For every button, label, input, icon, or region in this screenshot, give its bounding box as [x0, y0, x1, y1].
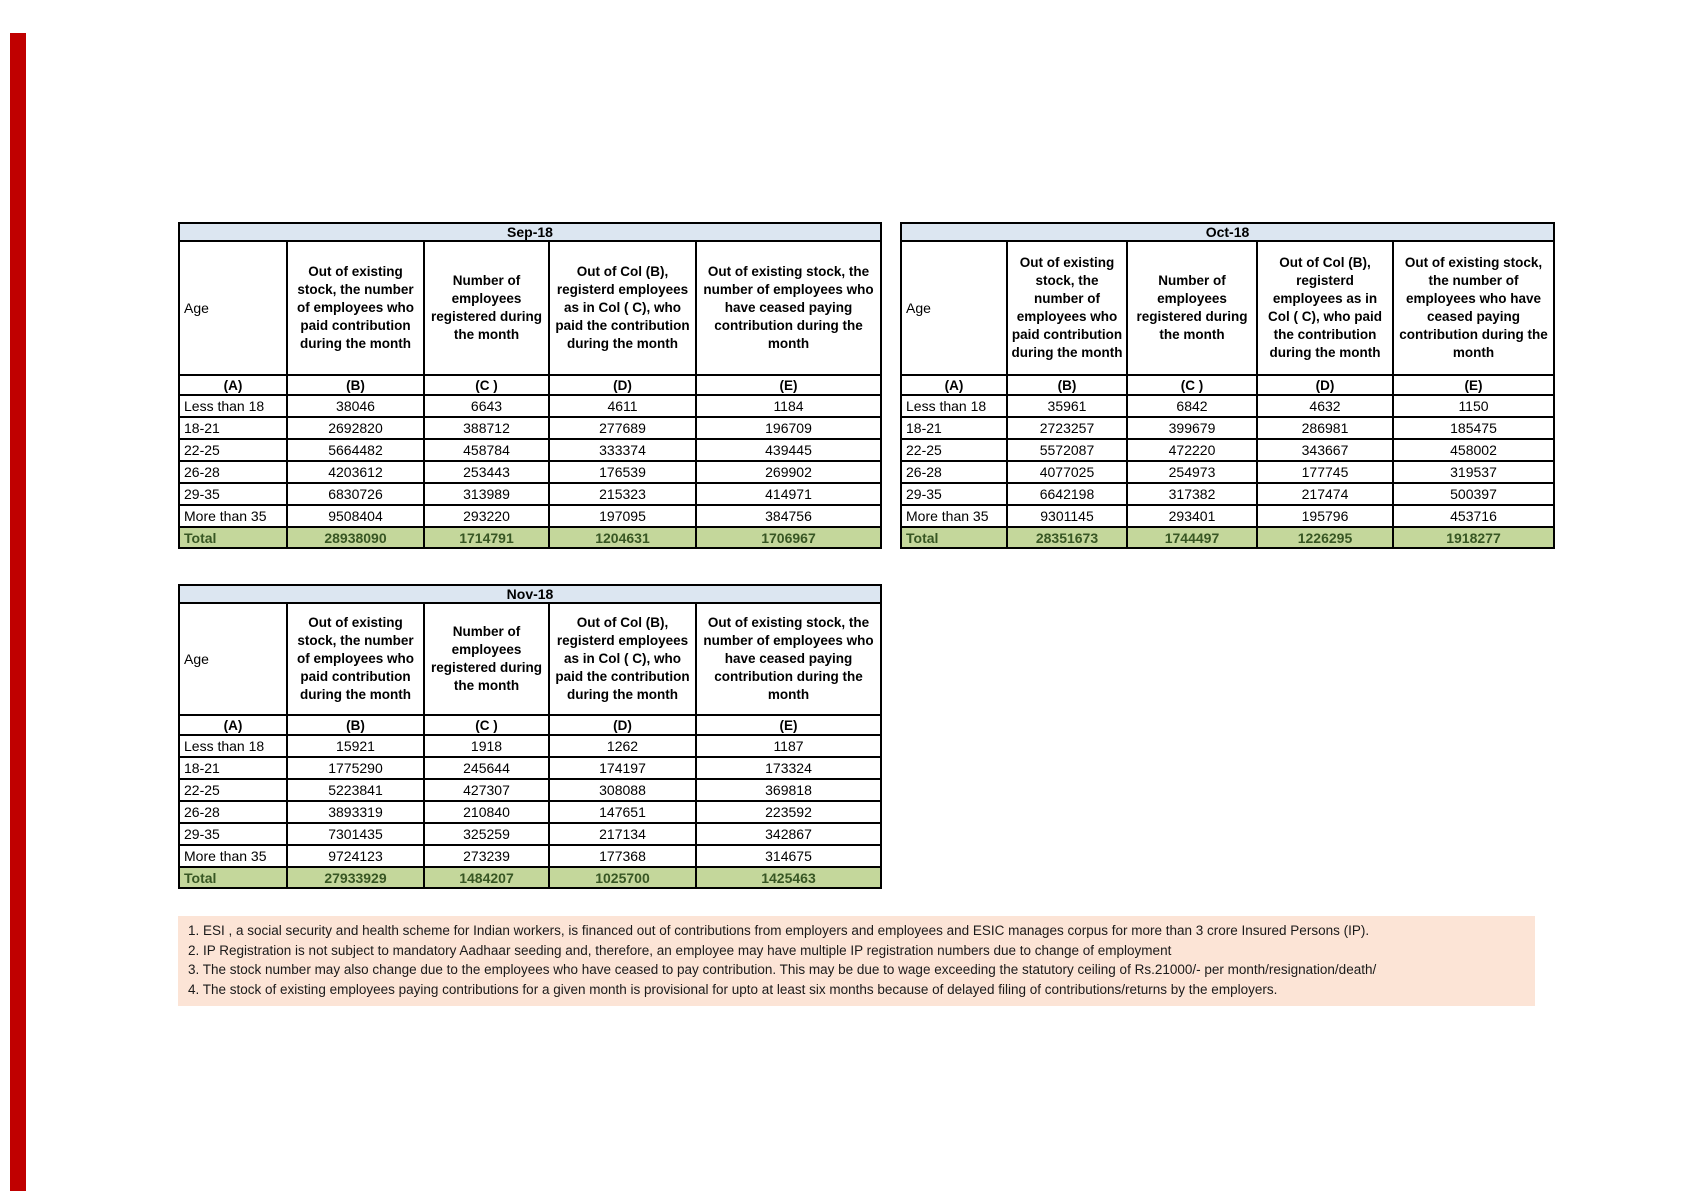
table-cell: 453716 [1393, 505, 1554, 527]
table-cell: 6842 [1127, 395, 1257, 417]
age-cell: 22-25 [901, 439, 1007, 461]
table-row [901, 483, 1554, 505]
age-cell: 22-25 [179, 439, 287, 461]
age-cell: 29-35 [901, 483, 1007, 505]
table-cell: 5664482 [287, 439, 424, 461]
column-header-age: Age [179, 603, 287, 715]
total-row [179, 867, 881, 888]
table-cell: 215323 [549, 483, 696, 505]
table-header-row [179, 603, 881, 715]
total-row [901, 527, 1554, 548]
table-cell: 177745 [1257, 461, 1393, 483]
age-cell: More than 35 [901, 505, 1007, 527]
table-cell: 319537 [1393, 461, 1554, 483]
age-cell: Less than 18 [179, 395, 287, 417]
table-cell: 343667 [1257, 439, 1393, 461]
column-header-e: Out of existing stock, the number of employees who have ceased paying contribution during the month [696, 603, 881, 715]
table-cell: 2692820 [287, 417, 424, 439]
column-header-age: Age [179, 241, 287, 375]
table-cell: 38046 [287, 395, 424, 417]
table-row [179, 483, 881, 505]
table-cell: 173324 [696, 757, 881, 779]
table-cell: 277689 [549, 417, 696, 439]
column-letter: (E) [1393, 375, 1554, 395]
table-cell: 4632 [1257, 395, 1393, 417]
column-letter: (D) [549, 715, 696, 735]
table-cell: 15921 [287, 735, 424, 757]
table-cell: 439445 [696, 439, 881, 461]
table-cell: 176539 [549, 461, 696, 483]
column-letter: (D) [1257, 375, 1393, 395]
table-cell: 458784 [424, 439, 549, 461]
column-letter: (B) [287, 375, 424, 395]
table-cell: 1150 [1393, 395, 1554, 417]
column-header-e: Out of existing stock, the number of employees who have ceased paying contribution during the month [1393, 241, 1554, 375]
age-cell: 29-35 [179, 823, 287, 845]
table-cell: 6830726 [287, 483, 424, 505]
table-cell: 458002 [1393, 439, 1554, 461]
column-header-e: Out of existing stock, the number of employees who have ceased paying contribution during the month [696, 241, 881, 375]
table-cell: 245644 [424, 757, 549, 779]
table-row [179, 417, 881, 439]
table-row [179, 735, 881, 757]
table-cell: 6642198 [1007, 483, 1127, 505]
table-row [901, 395, 1554, 417]
table-cell: 314675 [696, 845, 881, 867]
total-cell: 1025700 [549, 867, 696, 888]
table-cell: 3893319 [287, 801, 424, 823]
total-cell: 1484207 [424, 867, 549, 888]
table-cell: 210840 [424, 801, 549, 823]
table-cell: 273239 [424, 845, 549, 867]
table-cell: 1918 [424, 735, 549, 757]
column-header-age: Age [901, 241, 1007, 375]
table-row [179, 439, 881, 461]
table-cell: 1262 [549, 735, 696, 757]
table-cell: 9508404 [287, 505, 424, 527]
age-cell: 26-28 [179, 801, 287, 823]
table-cell: 196709 [696, 417, 881, 439]
table-cell: 7301435 [287, 823, 424, 845]
column-letter-row [179, 715, 881, 735]
column-header-d: Out of Col (B), registerd employees as in Col ( C), who paid the contribution during the month [549, 241, 696, 375]
table-cell: 147651 [549, 801, 696, 823]
footnote-line: 3. The stock number may also change due to the employees who have ceased to pay contribution. This may be due to wage exceeding the statutory ceiling of Rs.21000/- per month/resignation/death/ [188, 962, 1377, 977]
column-header-d: Out of Col (B), registerd employees as in Col ( C), who paid the contribution during the month [549, 603, 696, 715]
age-cell: 18-21 [901, 417, 1007, 439]
age-cell: 26-28 [179, 461, 287, 483]
footnote-line: 2. IP Registration is not subject to mandatory Aadhaar seeding and, therefore, an employee may have multiple IP registration numbers due to change of employment [188, 942, 1172, 958]
table-cell: 9301145 [1007, 505, 1127, 527]
table-row [901, 439, 1554, 461]
table-cell: 177368 [549, 845, 696, 867]
table-row [179, 505, 881, 527]
table-row [901, 461, 1554, 483]
table-title: Oct-18 [901, 223, 1554, 241]
table-cell: 35961 [1007, 395, 1127, 417]
table-title: Nov-18 [179, 585, 881, 603]
footnotes-panel [178, 916, 1535, 1006]
column-letter: (E) [696, 375, 881, 395]
total-cell: 1744497 [1127, 527, 1257, 548]
age-cell: More than 35 [179, 845, 287, 867]
total-cell: 28938090 [287, 527, 424, 548]
column-letter: (A) [901, 375, 1007, 395]
table-cell: 5572087 [1007, 439, 1127, 461]
table-cell: 223592 [696, 801, 881, 823]
column-letter-row [179, 375, 881, 395]
table-cell: 384756 [696, 505, 881, 527]
column-letter-row [901, 375, 1554, 395]
table-cell: 2723257 [1007, 417, 1127, 439]
table-cell: 399679 [1127, 417, 1257, 439]
age-cell: 29-35 [179, 483, 287, 505]
age-cell: More than 35 [179, 505, 287, 527]
total-cell: 1425463 [696, 867, 881, 888]
table-cell: 472220 [1127, 439, 1257, 461]
age-cell: 18-21 [179, 757, 287, 779]
table-cell: 388712 [424, 417, 549, 439]
table-cell: 1775290 [287, 757, 424, 779]
age-cell: Less than 18 [179, 735, 287, 757]
table-cell: 342867 [696, 823, 881, 845]
table-cell: 308088 [549, 779, 696, 801]
table-cell: 1187 [696, 735, 881, 757]
column-letter: (C ) [1127, 375, 1257, 395]
age-cell: Less than 18 [901, 395, 1007, 417]
table-cell: 313989 [424, 483, 549, 505]
column-letter: (C ) [424, 715, 549, 735]
table-cell: 5223841 [287, 779, 424, 801]
total-row [179, 527, 881, 548]
total-cell: 1714791 [424, 527, 549, 548]
table-header-row [179, 241, 881, 375]
table-cell: 293401 [1127, 505, 1257, 527]
table-row [901, 505, 1554, 527]
table-cell: 4611 [549, 395, 696, 417]
table-title-row [901, 223, 1554, 241]
table-row [179, 845, 881, 867]
table-title: Sep-18 [179, 223, 881, 241]
table-cell: 174197 [549, 757, 696, 779]
table-row [179, 757, 881, 779]
age-cell: 26-28 [901, 461, 1007, 483]
total-cell: 1918277 [1393, 527, 1554, 548]
monthly-table-oct-18 [900, 222, 1555, 549]
table-cell: 269902 [696, 461, 881, 483]
table-row [179, 801, 881, 823]
table-cell: 286981 [1257, 417, 1393, 439]
table-cell: 185475 [1393, 417, 1554, 439]
table-cell: 427307 [424, 779, 549, 801]
table-title-row [179, 223, 881, 241]
column-header-b: Out of existing stock, the number of employees who paid contribution during the month [287, 241, 424, 375]
total-label: Total [901, 527, 1007, 548]
table-cell: 197095 [549, 505, 696, 527]
table-cell: 9724123 [287, 845, 424, 867]
table-cell: 293220 [424, 505, 549, 527]
table-cell: 333374 [549, 439, 696, 461]
footnote-line: 1. ESI , a social security and health scheme for Indian workers, is financed out of contributions from employers and employees and ESIC manages corpus for more than 3 crore Insured Persons (IP). [188, 923, 1370, 938]
total-cell: 1204631 [549, 527, 696, 548]
total-label: Total [179, 527, 287, 548]
total-cell: 27933929 [287, 867, 424, 888]
table-cell: 4203612 [287, 461, 424, 483]
table-cell: 217474 [1257, 483, 1393, 505]
table-row [179, 461, 881, 483]
table-row [179, 395, 881, 417]
table-cell: 217134 [549, 823, 696, 845]
footnote-line: 4. The stock of existing employees paying contributions for a given month is provisional for upto at least six months because of delayed filing of contributions/returns by the employers. [188, 981, 1278, 997]
table-cell: 195796 [1257, 505, 1393, 527]
table-cell: 325259 [424, 823, 549, 845]
column-header-c: Number of employees registered during the month [1127, 241, 1257, 375]
total-cell: 1706967 [696, 527, 881, 548]
column-letter: (C ) [424, 375, 549, 395]
column-letter: (D) [549, 375, 696, 395]
total-label: Total [179, 867, 287, 888]
table-cell: 6643 [424, 395, 549, 417]
column-letter: (B) [1007, 375, 1127, 395]
column-header-d: Out of Col (B), registerd employees as in Col ( C), who paid the contribution during the month [1257, 241, 1393, 375]
column-letter: (A) [179, 375, 287, 395]
column-header-c: Number of employees registered during the month [424, 241, 549, 375]
table-cell: 369818 [696, 779, 881, 801]
column-letter: (E) [696, 715, 881, 735]
total-cell: 28351673 [1007, 527, 1127, 548]
monthly-table-nov-18 [178, 584, 882, 889]
column-header-b: Out of existing stock, the number of employees who paid contribution during the month [1007, 241, 1127, 375]
table-row [901, 417, 1554, 439]
column-letter: (A) [179, 715, 287, 735]
table-title-row [179, 585, 881, 603]
table-cell: 1184 [696, 395, 881, 417]
table-header-row [901, 241, 1554, 375]
age-cell: 22-25 [179, 779, 287, 801]
column-header-c: Number of employees registered during the month [424, 603, 549, 715]
table-cell: 500397 [1393, 483, 1554, 505]
table-cell: 317382 [1127, 483, 1257, 505]
column-letter: (B) [287, 715, 424, 735]
table-cell: 254973 [1127, 461, 1257, 483]
age-cell: 18-21 [179, 417, 287, 439]
table-cell: 414971 [696, 483, 881, 505]
column-header-b: Out of existing stock, the number of employees who paid contribution during the month [287, 603, 424, 715]
table-cell: 253443 [424, 461, 549, 483]
left-accent-bar [10, 33, 26, 1191]
total-cell: 1226295 [1257, 527, 1393, 548]
monthly-table-sep-18 [178, 222, 882, 549]
table-cell: 4077025 [1007, 461, 1127, 483]
table-row [179, 823, 881, 845]
table-row [179, 779, 881, 801]
